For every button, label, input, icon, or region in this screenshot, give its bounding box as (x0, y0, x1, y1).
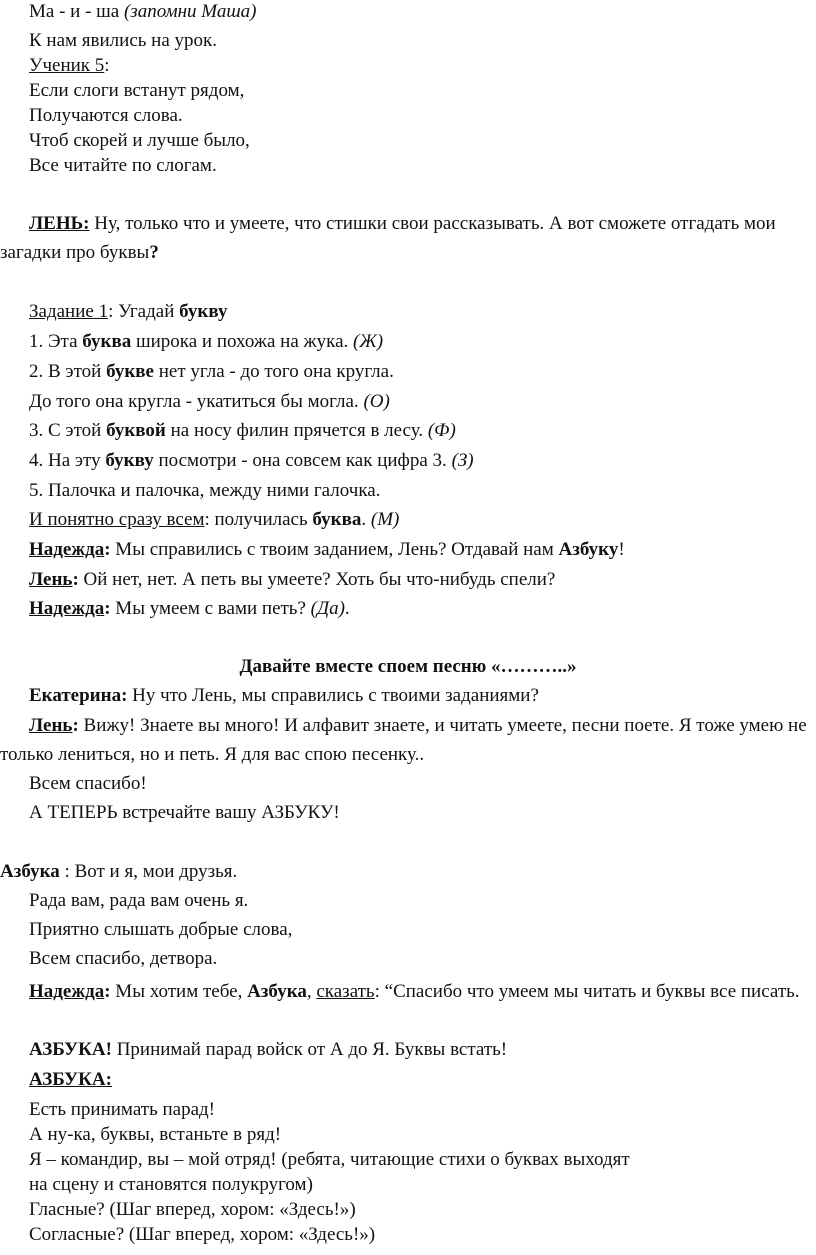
speech-text: Принимай парад войск от А до Я. Буквы встать! (111, 1039, 508, 1060)
riddle-bold: буква (82, 331, 132, 352)
speech-text: Ну что Лень, мы справились с твоими заданиями? (127, 685, 539, 706)
speech-answer: (Да) (310, 598, 345, 619)
riddle-line (29, 449, 474, 473)
riddle-text: . (361, 509, 371, 530)
speaker-name: Азбука (0, 861, 60, 882)
punctuation: . (344, 598, 350, 619)
task-label: Задание 1 (29, 301, 109, 322)
speech-underlined: сказать (316, 981, 375, 1002)
riddle-answer: (Ф) (427, 420, 456, 441)
dialog-line: Всем спасибо! (29, 773, 147, 794)
riddle-bold: букву (105, 450, 154, 471)
riddle-text: 2. В этой (29, 361, 107, 382)
riddle-line (29, 390, 390, 414)
riddle-line (29, 360, 394, 384)
poem-line: А ну-ка, буквы, встаньте в ряд! (29, 1124, 282, 1145)
riddle-answer: (З) (451, 450, 474, 471)
speech-text: : Вот и я, мои друзья. (59, 861, 238, 882)
speech-text: Мы хотим тебе, (110, 981, 248, 1002)
poem-line: Я – командир, вы – мой отряд! (ребята, читающие стихи о буквах выходят (29, 1149, 630, 1170)
riddle-answer: (М) (370, 509, 400, 530)
riddle-text: 4. На эту (29, 450, 106, 471)
speech-bold: Азбуку (558, 539, 619, 560)
poem-line: на сцену и становятся полукругом) (29, 1174, 313, 1195)
speaker-line (29, 54, 110, 78)
speech-text: Ну, только что и умеете, что стишки свои рассказывать. А вот сможете отгадать мои загадки про буквы (0, 213, 776, 263)
riddle-text: 1. Эта (29, 331, 83, 352)
speaker-name: Надежда (29, 981, 105, 1002)
dialog-line (29, 568, 555, 592)
dialog-line (29, 597, 350, 621)
poem-line: Приятно слышать добрые слова, (29, 919, 293, 940)
punctuation: ! (618, 539, 625, 560)
riddle-line (29, 419, 456, 443)
speech-bold: Азбука (247, 981, 307, 1002)
poem-line: Всем спасибо, детвора. (29, 948, 218, 969)
poem-line: К нам явились на урок. (29, 30, 218, 51)
riddle-text: нет угла - до того она кругла. (153, 361, 394, 382)
riddle-text: 3. С этой (29, 420, 107, 441)
speech-text: Мы умеем с вами петь? (110, 598, 311, 619)
dialog-paragraph (0, 977, 812, 1006)
colon: : (104, 539, 111, 560)
riddle-underlined: И понятно сразу всем (29, 509, 205, 530)
speech-text: Ой нет, нет. А петь вы умеете? Хоть бы что-нибудь спели? (78, 569, 556, 590)
poem-line (29, 0, 257, 24)
riddle-line (29, 508, 399, 532)
poem-line: Получаются слова. (29, 105, 183, 126)
colon: : (104, 981, 111, 1002)
riddle-answer: (Ж) (353, 331, 384, 352)
colon: : (72, 715, 79, 736)
riddle-line (29, 330, 383, 354)
speech-text: Мы справились с твоим заданием, Лень? Отдавай нам (110, 539, 559, 560)
speaker-name: Лень (29, 569, 73, 590)
poem-text: Ма - и - ша (29, 1, 120, 22)
speaker-name: АЗБУКА! (29, 1039, 112, 1060)
riddle-text: посмотри - она совсем как цифра 3. (153, 450, 452, 471)
colon: : (72, 569, 79, 590)
riddle-text: на носу филин прячется в лесу. (165, 420, 428, 441)
colon: : (104, 598, 111, 619)
colon: : (104, 55, 110, 76)
speaker-name: Лень (29, 715, 73, 736)
speaker-name: ЛЕНЬ: (29, 213, 90, 234)
dialog-paragraph (0, 711, 812, 769)
riddle-line: 5. Палочка и палочка, между ними галочка. (29, 480, 381, 501)
task-heading (29, 300, 227, 324)
poem-line: Согласные? (Шаг вперед, хором: «Здесь!») (29, 1224, 376, 1245)
speech-text: Вижу! Знаете вы много! И алфавит знаете, и читать умеете, песни поете. Я тоже умею не только лениться, но и петь. Я для вас спою песенку.. (0, 715, 807, 765)
task-text: : Угадай (108, 301, 180, 322)
speech-text: : “Спасибо что умеем мы читать и буквы все писать. (374, 981, 800, 1002)
poem-line: Все читайте по слогам. (29, 155, 217, 176)
speaker-name: Ученик 5 (29, 55, 105, 76)
dialog-line (29, 1038, 507, 1062)
speaker-name: Екатерина: (29, 685, 128, 706)
speech-text: , (306, 981, 317, 1002)
task-bold: букву (179, 301, 228, 322)
riddle-bold: буквой (106, 420, 166, 441)
poem-line: Чтоб скорей и лучше было, (29, 130, 250, 151)
poem-line: Есть принимать парад! (29, 1099, 216, 1120)
punctuation: ? (149, 242, 159, 263)
riddle-bold: буква (312, 509, 362, 530)
speaker-name: Надежда (29, 539, 105, 560)
dialog-line: А ТЕПЕРЬ встречайте вашу АЗБУКУ! (29, 802, 340, 823)
riddle-answer: (О) (363, 391, 390, 412)
poem-line: Если слоги встанут рядом, (29, 80, 245, 101)
dialog-line (0, 860, 237, 884)
riddle-bold: букве (106, 361, 154, 382)
dialog-paragraph (0, 209, 812, 267)
speaker-heading: АЗБУКА: (29, 1069, 112, 1090)
poem-line: Гласные? (Шаг вперед, хором: «Здесь!») (29, 1199, 356, 1220)
riddle-text: широка и похожа на жука. (131, 331, 354, 352)
riddle-text: До того она кругла - укатиться бы могла. (29, 391, 364, 412)
riddle-text: : получилась (204, 509, 313, 530)
dialog-line (29, 538, 625, 562)
poem-line: Рада вам, рада вам очень я. (29, 890, 249, 911)
stage-note: (запомни Маша) (123, 1, 257, 22)
dialog-line (29, 684, 539, 708)
speaker-name: Надежда (29, 598, 105, 619)
section-heading: Давайте вместе споем песню «………..» (239, 656, 577, 677)
